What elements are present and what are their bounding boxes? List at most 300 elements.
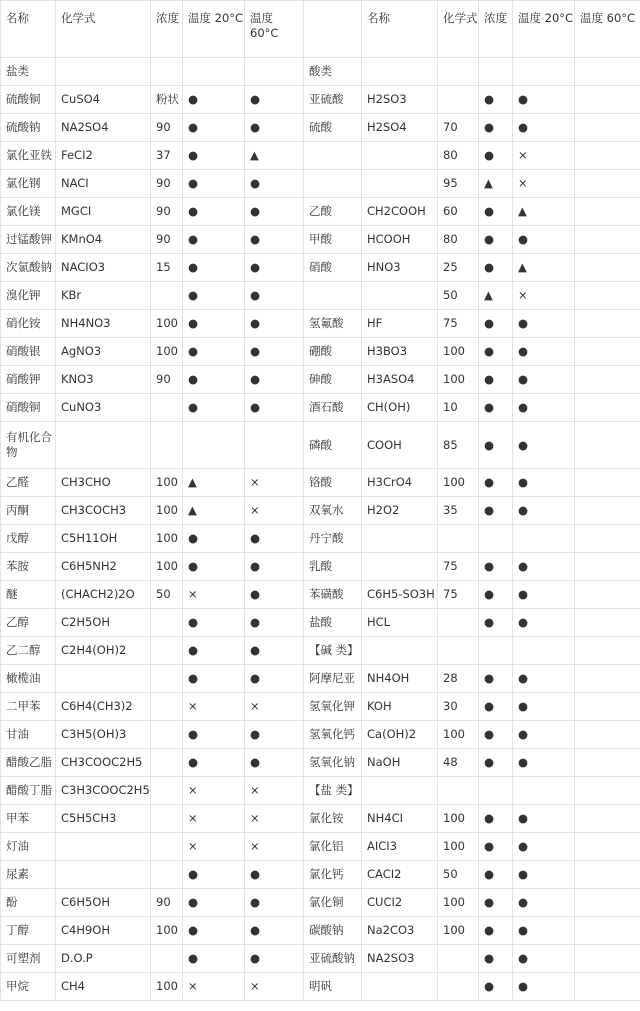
cell-left-concentration <box>151 665 183 693</box>
table-row <box>1 310 640 338</box>
cell-left-name: 甲烷 <box>1 973 56 1001</box>
cell-right-formula: AICI3 <box>362 833 438 861</box>
cell-right-concentration: 70 <box>438 114 479 142</box>
cell-right-temp-60c: × <box>513 142 575 170</box>
cell-right-name: 【碱 类】 <box>304 637 362 665</box>
table-row <box>1 170 640 198</box>
cell-left-formula: 化学式 <box>56 1 151 58</box>
cell-right-temp-20c: ● <box>479 693 513 721</box>
table-row <box>1 497 640 525</box>
cell-right-temp-20c: ● <box>479 86 513 114</box>
cell-right-formula: NH4OH <box>362 665 438 693</box>
cell-left-concentration: 100 <box>151 553 183 581</box>
cell-left-formula: CuNO3 <box>56 394 151 422</box>
cell-left-temp-20c: ● <box>183 665 245 693</box>
cell-right-formula: HNO3 <box>362 254 438 282</box>
cell-extra <box>575 889 640 917</box>
cell-right-temp-20c: ● <box>479 198 513 226</box>
cell-right-temp-60c: ● <box>513 553 575 581</box>
cell-right-name: 氯化铝 <box>304 833 362 861</box>
cell-left-concentration: 15 <box>151 254 183 282</box>
cell-right-concentration: 30 <box>438 693 479 721</box>
cell-extra <box>575 58 640 86</box>
table-row <box>1 721 640 749</box>
cell-right-temp-60c: ● <box>513 114 575 142</box>
cell-left-concentration: 90 <box>151 114 183 142</box>
cell-left-formula: C6H4(CH3)2 <box>56 693 151 721</box>
cell-right-temp-60c: ● <box>513 693 575 721</box>
cell-left-temp-60c: ● <box>245 338 304 366</box>
header-row <box>1 1 640 58</box>
cell-extra <box>575 497 640 525</box>
cell-right-temp-20c: ● <box>479 833 513 861</box>
cell-left-concentration: 100 <box>151 310 183 338</box>
cell-right-concentration: 100 <box>438 469 479 497</box>
cell-right-temp-60c: ● <box>513 833 575 861</box>
table-row <box>1 945 640 973</box>
cell-right-formula <box>362 282 438 310</box>
cell-left-temp-20c: ▲ <box>183 497 245 525</box>
table-row <box>1 833 640 861</box>
cell-right-formula: CH2COOH <box>362 198 438 226</box>
cell-left-temp-60c: ● <box>245 917 304 945</box>
cell-right-formula: HF <box>362 310 438 338</box>
cell-right-concentration <box>438 637 479 665</box>
cell-extra <box>575 917 640 945</box>
cell-right-concentration: 50 <box>438 861 479 889</box>
cell-right-name: 苯磺酸 <box>304 581 362 609</box>
cell-right-temp-60c: ● <box>513 665 575 693</box>
cell-right-temp-20c: ● <box>479 394 513 422</box>
cell-right-concentration: 10 <box>438 394 479 422</box>
cell-left-name: 戊醇 <box>1 525 56 553</box>
cell-left-formula: C4H9OH <box>56 917 151 945</box>
table-row <box>1 282 640 310</box>
cell-left-temp-60c <box>245 422 304 469</box>
cell-right-name: 盐酸 <box>304 609 362 637</box>
cell-right-name: 酒石酸 <box>304 394 362 422</box>
cell-left-name: 氯化镁 <box>1 198 56 226</box>
cell-left-name: 甘油 <box>1 721 56 749</box>
cell-left-name: 名称 <box>1 1 56 58</box>
cell-left-concentration <box>151 777 183 805</box>
cell-left-temp-60c: × <box>245 805 304 833</box>
cell-extra <box>575 609 640 637</box>
cell-left-temp-60c: ● <box>245 170 304 198</box>
cell-left-formula <box>56 861 151 889</box>
cell-extra <box>575 422 640 469</box>
cell-right-name: 氯化铵 <box>304 805 362 833</box>
table-row <box>1 366 640 394</box>
cell-left-temp-20c <box>183 422 245 469</box>
cell-left-temp-20c: ● <box>183 609 245 637</box>
cell-left-temp-20c: ● <box>183 114 245 142</box>
cell-left-temp-20c: ● <box>183 721 245 749</box>
cell-left-formula <box>56 58 151 86</box>
cell-right-name: 铬酸 <box>304 469 362 497</box>
cell-right-name: 丹宁酸 <box>304 525 362 553</box>
cell-right-formula: H3ASO4 <box>362 366 438 394</box>
cell-left-formula: C2H5OH <box>56 609 151 637</box>
cell-left-temp-60c: × <box>245 777 304 805</box>
cell-left-name: 氯化亚铁 <box>1 142 56 170</box>
cell-right-temp-60c: ● <box>513 861 575 889</box>
cell-extra <box>575 142 640 170</box>
cell-right-concentration: 100 <box>438 366 479 394</box>
table-row <box>1 861 640 889</box>
cell-extra <box>575 581 640 609</box>
cell-right-temp-20c: ● <box>479 973 513 1001</box>
cell-right-temp-60c: ● <box>513 394 575 422</box>
cell-right-concentration <box>438 525 479 553</box>
cell-left-formula: NA2SO4 <box>56 114 151 142</box>
cell-left-temp-20c: ● <box>183 86 245 114</box>
cell-right-temp-20c: ● <box>479 142 513 170</box>
cell-left-temp-20c: × <box>183 833 245 861</box>
cell-left-concentration <box>151 609 183 637</box>
cell-right-formula: H3BO3 <box>362 338 438 366</box>
cell-left-concentration <box>151 945 183 973</box>
cell-right-temp-20c: ● <box>479 114 513 142</box>
table-row <box>1 581 640 609</box>
cell-left-name: 硝酸银 <box>1 338 56 366</box>
cell-left-temp-20c: ● <box>183 889 245 917</box>
cell-left-name: 丙酮 <box>1 497 56 525</box>
cell-left-temp-60c: ● <box>245 114 304 142</box>
table-body <box>1 1 640 1001</box>
cell-extra <box>575 945 640 973</box>
cell-left-temp-20c: ● <box>183 198 245 226</box>
cell-right-temp-20c: ● <box>479 805 513 833</box>
cell-left-formula: D.O.P <box>56 945 151 973</box>
cell-left-concentration <box>151 833 183 861</box>
cell-right-temp-20c: ● <box>479 469 513 497</box>
cell-right-temp-60c: ● <box>513 469 575 497</box>
cell-right-name: 酸类 <box>304 58 362 86</box>
cell-left-temp-20c: ▲ <box>183 469 245 497</box>
table-row <box>1 198 640 226</box>
cell-right-name: 甲酸 <box>304 226 362 254</box>
table-row <box>1 665 640 693</box>
cell-right-temp-60c: ● <box>513 422 575 469</box>
cell-right-temp-20c: ● <box>479 497 513 525</box>
cell-right-temp-60c: ● <box>513 497 575 525</box>
cell-right-concentration <box>438 973 479 1001</box>
cell-left-name: 醚 <box>1 581 56 609</box>
cell-extra <box>575 226 640 254</box>
cell-right-temp-60c <box>513 637 575 665</box>
cell-left-temp-60c: ● <box>245 310 304 338</box>
cell-left-concentration: 90 <box>151 889 183 917</box>
cell-right-temp-20c: ● <box>479 226 513 254</box>
cell-extra <box>575 198 640 226</box>
cell-left-temp-60c: 温度 60°C <box>245 1 304 58</box>
cell-left-temp-20c: ● <box>183 749 245 777</box>
cell-right-name: 乳酸 <box>304 553 362 581</box>
cell-left-concentration: 100 <box>151 338 183 366</box>
cell-right-temp-20c: ● <box>479 310 513 338</box>
cell-left-concentration: 50 <box>151 581 183 609</box>
cell-right-formula <box>362 170 438 198</box>
cell-left-concentration: 浓度 <box>151 1 183 58</box>
cell-right-temp-20c: 浓度 <box>479 1 513 58</box>
cell-left-formula: C6H5NH2 <box>56 553 151 581</box>
cell-extra <box>575 805 640 833</box>
cell-left-formula: CH4 <box>56 973 151 1001</box>
cell-left-temp-60c: × <box>245 469 304 497</box>
cell-right-name <box>304 170 362 198</box>
table-row <box>1 58 640 86</box>
cell-left-temp-20c: ● <box>183 945 245 973</box>
cell-right-temp-60c: ● <box>513 805 575 833</box>
cell-left-formula: CH3COOC2H5 <box>56 749 151 777</box>
cell-right-name <box>304 142 362 170</box>
cell-right-temp-20c: ● <box>479 889 513 917</box>
cell-right-temp-60c: ▲ <box>513 254 575 282</box>
cell-left-temp-60c: ● <box>245 198 304 226</box>
cell-right-formula: NH4CI <box>362 805 438 833</box>
cell-left-temp-60c: ● <box>245 945 304 973</box>
cell-right-name: 氯化钙 <box>304 861 362 889</box>
cell-left-formula: NACI <box>56 170 151 198</box>
cell-right-temp-60c: ● <box>513 609 575 637</box>
cell-left-name: 乙醇 <box>1 609 56 637</box>
cell-right-name: 亚硫酸 <box>304 86 362 114</box>
cell-left-temp-60c: ● <box>245 366 304 394</box>
cell-left-temp-60c: ● <box>245 282 304 310</box>
cell-left-temp-60c: × <box>245 693 304 721</box>
cell-right-formula: HCOOH <box>362 226 438 254</box>
cell-left-formula: CH3CHO <box>56 469 151 497</box>
cell-right-formula <box>362 777 438 805</box>
cell-left-name: 丁醇 <box>1 917 56 945</box>
cell-left-temp-20c: ● <box>183 142 245 170</box>
cell-right-temp-60c: ● <box>513 581 575 609</box>
cell-right-concentration <box>438 86 479 114</box>
cell-right-concentration: 100 <box>438 917 479 945</box>
cell-left-concentration: 90 <box>151 366 183 394</box>
cell-right-temp-60c <box>513 525 575 553</box>
table-row <box>1 553 640 581</box>
cell-extra <box>575 721 640 749</box>
cell-right-concentration: 75 <box>438 581 479 609</box>
cell-left-temp-20c: ● <box>183 226 245 254</box>
cell-right-name: 亚硫酸钠 <box>304 945 362 973</box>
table-row <box>1 749 640 777</box>
cell-right-name: 硫酸 <box>304 114 362 142</box>
cell-right-formula: H2O2 <box>362 497 438 525</box>
cell-left-temp-20c: ● <box>183 170 245 198</box>
cell-left-name: 氯化钢 <box>1 170 56 198</box>
table-row <box>1 777 640 805</box>
cell-right-temp-20c <box>479 525 513 553</box>
cell-right-formula <box>362 525 438 553</box>
cell-left-formula: FeCI2 <box>56 142 151 170</box>
cell-right-formula: C6H5-SO3H <box>362 581 438 609</box>
cell-left-name: 硫酸钠 <box>1 114 56 142</box>
cell-left-concentration <box>151 394 183 422</box>
cell-left-formula: (CHACH2)2O <box>56 581 151 609</box>
cell-left-concentration <box>151 693 183 721</box>
cell-right-name: 砷酸 <box>304 366 362 394</box>
cell-right-temp-60c: × <box>513 282 575 310</box>
table-row <box>1 889 640 917</box>
cell-left-temp-60c: × <box>245 973 304 1001</box>
cell-right-formula: CH(OH) <box>362 394 438 422</box>
cell-right-formula <box>362 973 438 1001</box>
cell-left-temp-20c: 温度 20°C <box>183 1 245 58</box>
cell-right-concentration: 80 <box>438 226 479 254</box>
cell-right-formula: NaOH <box>362 749 438 777</box>
cell-left-concentration: 37 <box>151 142 183 170</box>
cell-right-formula: H2SO3 <box>362 86 438 114</box>
table-row <box>1 637 640 665</box>
cell-left-concentration <box>151 282 183 310</box>
cell-left-formula: C5H5CH3 <box>56 805 151 833</box>
table-row <box>1 114 640 142</box>
cell-right-temp-20c: ● <box>479 861 513 889</box>
cell-left-name: 二甲苯 <box>1 693 56 721</box>
cell-right-temp-20c: ● <box>479 665 513 693</box>
cell-left-name: 硝酸铜 <box>1 394 56 422</box>
cell-left-temp-20c: ● <box>183 861 245 889</box>
cell-right-concentration: 60 <box>438 198 479 226</box>
cell-left-formula: KMnO4 <box>56 226 151 254</box>
cell-right-name: 氢氧化钾 <box>304 693 362 721</box>
cell-extra <box>575 469 640 497</box>
cell-extra <box>575 170 640 198</box>
cell-left-temp-60c: ● <box>245 254 304 282</box>
cell-right-name: 明矾 <box>304 973 362 1001</box>
cell-left-formula: AgNO3 <box>56 338 151 366</box>
cell-left-formula <box>56 422 151 469</box>
cell-right-formula: CACI2 <box>362 861 438 889</box>
cell-left-temp-20c <box>183 58 245 86</box>
cell-right-temp-20c: ● <box>479 917 513 945</box>
cell-extra <box>575 749 640 777</box>
cell-left-temp-60c: × <box>245 497 304 525</box>
cell-right-name: 【盐 类】 <box>304 777 362 805</box>
header-extra-temp-60c: 温度 60°C <box>575 1 640 58</box>
cell-extra <box>575 254 640 282</box>
cell-right-temp-20c: ● <box>479 581 513 609</box>
cell-left-formula: C3H3COOC2H5 <box>56 777 151 805</box>
table-row <box>1 86 640 114</box>
cell-right-concentration: 100 <box>438 338 479 366</box>
cell-left-temp-20c: ● <box>183 282 245 310</box>
cell-right-temp-60c: ● <box>513 226 575 254</box>
cell-right-temp-60c: ● <box>513 366 575 394</box>
table-row <box>1 394 640 422</box>
cell-left-temp-20c: × <box>183 805 245 833</box>
cell-right-name: 碳酸钠 <box>304 917 362 945</box>
cell-right-temp-60c <box>513 777 575 805</box>
cell-right-name: 氢氧化钙 <box>304 721 362 749</box>
cell-left-temp-60c: ● <box>245 226 304 254</box>
cell-left-name: 乙二醇 <box>1 637 56 665</box>
cell-left-formula: MGCI <box>56 198 151 226</box>
cell-left-concentration <box>151 422 183 469</box>
cell-left-formula: KBr <box>56 282 151 310</box>
cell-left-name: 硝化铵 <box>1 310 56 338</box>
cell-right-concentration: 100 <box>438 833 479 861</box>
cell-left-concentration: 100 <box>151 973 183 1001</box>
cell-right-concentration: 100 <box>438 889 479 917</box>
cell-right-concentration: 100 <box>438 721 479 749</box>
cell-right-formula: COOH <box>362 422 438 469</box>
cell-right-temp-60c: 温度 20°C <box>513 1 575 58</box>
cell-left-name: 盐类 <box>1 58 56 86</box>
cell-right-concentration <box>438 945 479 973</box>
cell-right-temp-60c: ● <box>513 973 575 1001</box>
cell-left-name: 有机化合物 <box>1 422 56 469</box>
cell-extra <box>575 665 640 693</box>
table-row <box>1 609 640 637</box>
cell-right-temp-20c: ● <box>479 749 513 777</box>
cell-left-temp-20c: ● <box>183 917 245 945</box>
cell-right-formula: 名称 <box>362 1 438 58</box>
cell-right-concentration: 35 <box>438 497 479 525</box>
cell-left-temp-20c: ● <box>183 366 245 394</box>
cell-right-formula: NA2SO3 <box>362 945 438 973</box>
cell-left-temp-20c: ● <box>183 394 245 422</box>
cell-left-formula: C5H11OH <box>56 525 151 553</box>
cell-right-formula: H3CrO4 <box>362 469 438 497</box>
cell-left-temp-20c: × <box>183 581 245 609</box>
cell-right-concentration: 50 <box>438 282 479 310</box>
cell-left-formula: CH3COCH3 <box>56 497 151 525</box>
cell-left-name: 硫酸铜 <box>1 86 56 114</box>
cell-right-concentration: 100 <box>438 805 479 833</box>
table-row <box>1 469 640 497</box>
cell-left-name: 溴化钾 <box>1 282 56 310</box>
cell-right-name: 硝酸 <box>304 254 362 282</box>
cell-left-concentration: 100 <box>151 525 183 553</box>
cell-left-temp-60c: ● <box>245 86 304 114</box>
cell-right-formula: HCL <box>362 609 438 637</box>
cell-left-temp-20c: ● <box>183 254 245 282</box>
cell-left-concentration: 100 <box>151 497 183 525</box>
cell-right-temp-60c <box>513 58 575 86</box>
cell-extra <box>575 777 640 805</box>
cell-left-formula: C3H5(OH)3 <box>56 721 151 749</box>
cell-left-concentration: 100 <box>151 917 183 945</box>
cell-left-formula: C2H4(OH)2 <box>56 637 151 665</box>
cell-extra <box>575 282 640 310</box>
cell-extra <box>575 86 640 114</box>
cell-left-temp-60c: ● <box>245 749 304 777</box>
cell-left-formula: C6H5OH <box>56 889 151 917</box>
cell-extra <box>575 693 640 721</box>
cell-left-temp-60c: ● <box>245 394 304 422</box>
cell-right-concentration: 95 <box>438 170 479 198</box>
cell-right-temp-20c: ● <box>479 945 513 973</box>
cell-left-name: 甲苯 <box>1 805 56 833</box>
cell-extra <box>575 310 640 338</box>
cell-right-name: 硼酸 <box>304 338 362 366</box>
cell-right-formula <box>362 637 438 665</box>
cell-left-temp-60c: ● <box>245 609 304 637</box>
cell-left-name: 灯油 <box>1 833 56 861</box>
cell-right-name: 乙酸 <box>304 198 362 226</box>
cell-left-name: 橄榄油 <box>1 665 56 693</box>
cell-left-temp-60c: ▲ <box>245 142 304 170</box>
cell-left-formula: NACIO3 <box>56 254 151 282</box>
cell-left-concentration: 90 <box>151 198 183 226</box>
cell-left-temp-60c: ● <box>245 665 304 693</box>
cell-right-name: 磷酸 <box>304 422 362 469</box>
cell-right-temp-20c <box>479 777 513 805</box>
